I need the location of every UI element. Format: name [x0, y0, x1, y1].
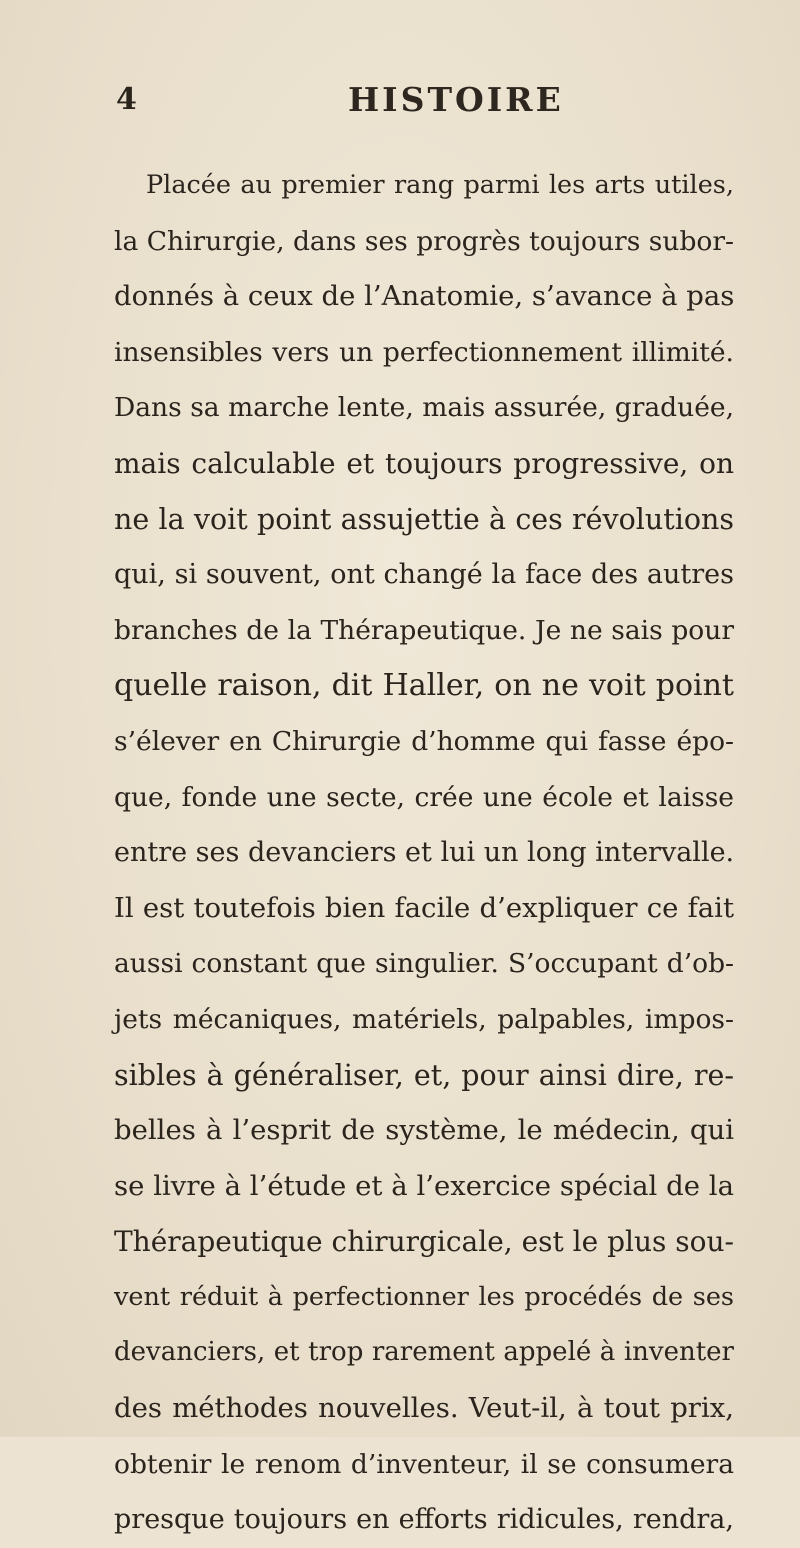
text-line: se livre à l’étude et à l’exercice spécial de la [114, 1169, 734, 1202]
text-line: presque toujours en efforts ridicules, rendra, [114, 1504, 734, 1536]
text-line: devanciers, et trop rarement appelé à inventer [114, 1337, 734, 1368]
text-line: qui, si souvent, ont changé la face des autres [114, 559, 734, 591]
text-line: Thérapeutique chirurgicale, est le plus sou- [114, 1225, 734, 1259]
text-line: que, fonde une secte, crée une école et laisse [114, 781, 734, 813]
text-line: Placée au premier rang parmi les arts utiles, [146, 170, 734, 200]
text-line: belles à l’esprit de système, le médecin, qui [114, 1114, 734, 1147]
body-paragraph [114, 158, 734, 1548]
page-header [0, 74, 800, 134]
text-line: la Chirurgie, dans ses progrès toujours subor- [114, 225, 734, 257]
text-line: aussi constant que singulier. S’occupant d’ob- [114, 948, 734, 980]
text-line: donnés à ceux de l’Anatomie, s’avance à pas [114, 280, 735, 313]
text-line: des méthodes nouvelles. Veut-il, à tout prix, [114, 1392, 734, 1425]
text-line: s’élever en Chirurgie d’homme qui fasse épo- [114, 725, 734, 757]
text-line: ne la voit point assujettie à ces révolutions [114, 502, 734, 536]
text-line: sibles à généraliser, et, pour ainsi dire, re- [114, 1058, 734, 1092]
text-line: quelle raison, dit Haller, on ne voit point [114, 668, 734, 704]
text-line: obtenir le renom d’inventeur, il se consumera [114, 1448, 734, 1480]
running-title: HISTOIRE [348, 80, 564, 119]
text-line: jets mécaniques, matériels, palpables, impos- [114, 1003, 734, 1035]
text-line: mais calculable et toujours progressive, on [114, 446, 734, 480]
text-line: branches de la Thérapeutique. Je ne sais pour [114, 614, 734, 646]
page-number: 4 [116, 82, 137, 117]
text-line: entre ses devanciers et lui un long intervalle. [114, 837, 735, 869]
text-line: vent réduit à perfectionner les procédés de ses [114, 1281, 734, 1312]
text-line: insensibles vers un perfectionnement illimité. [114, 336, 734, 368]
text-line: Dans sa marche lente, mais assurée, graduée, [114, 392, 734, 424]
text-line: Il est toutefois bien facile d’expliquer ce fait [114, 891, 734, 924]
